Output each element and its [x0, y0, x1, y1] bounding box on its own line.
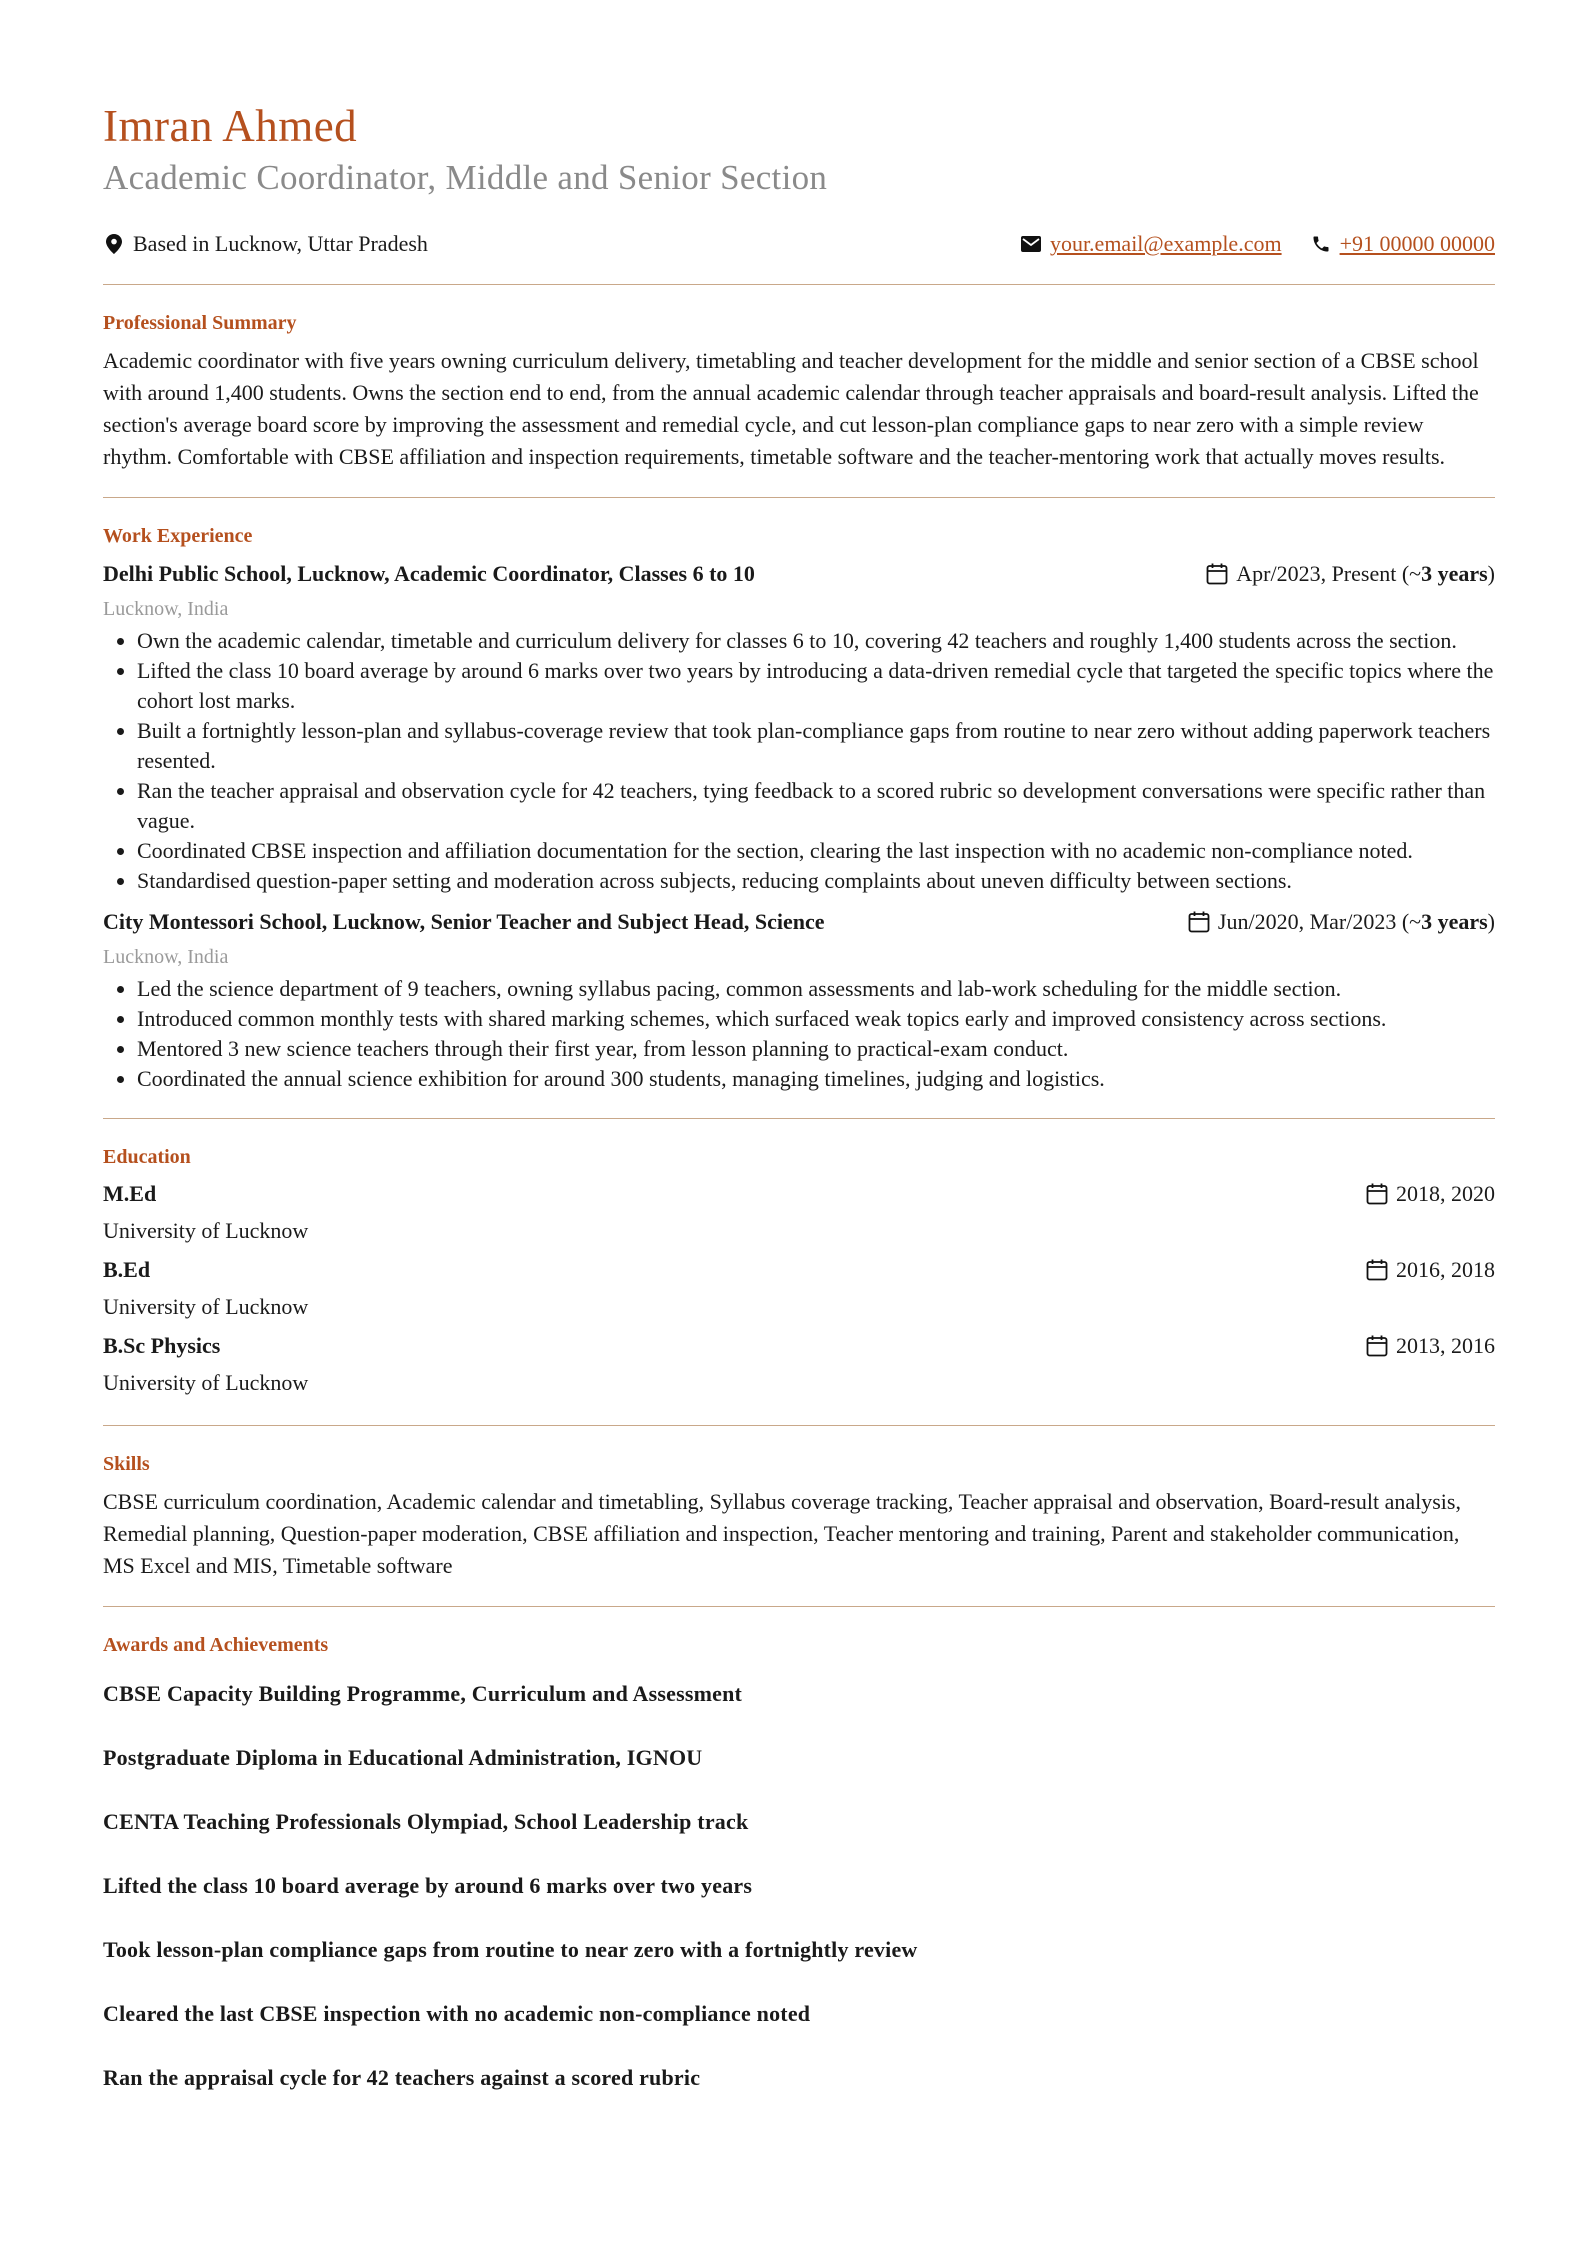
divider [103, 1606, 1495, 1607]
email-link[interactable]: your.email@example.com [1049, 231, 1282, 256]
job-bullet: • Lifted the class 10 board average by around 6 marks over two years by introducing a data-driven remedial cycle that targeted the specific topics where the cohort lost marks. [137, 656, 1495, 716]
summary-text: Academic coordinator with five years owning curriculum delivery, timetabling and teacher development for the middle and senior section of a CBSE school with around 1,400 students. Owns the section end to end, from the annual academic calendar through teacher appraisals and board-result analysis. Lifted the section's average board score by improving the assessment and remedial cycle, and cut lesson-plan compliance gaps to near zero with a simple review rhythm. Comfortable with CBSE affiliation and inspection requirements, timetable software and the teacher-mentoring work that actually moves results. [103, 348, 1479, 469]
education-heading: Education [103, 1146, 191, 1168]
education-dates [1366, 1175, 1495, 1213]
awards-list [103, 1679, 1495, 2093]
resume-content [103, 96, 1495, 2093]
skills-text: CBSE curriculum coordination, Academic calendar and timetabling, Syllabus coverage tracking, Teacher appraisal and observation, Board-result analysis, Remedial planning, Question-paper moderation, CBSE affiliation and inspection, Teacher mentoring and training, Parent and stakeholder communication, MS Excel and MIS, Timetable software [103, 1489, 1461, 1578]
calendar-icon [1366, 1335, 1388, 1357]
education-header [103, 1175, 1495, 1213]
contact-links [1020, 226, 1495, 262]
job-entry [103, 556, 1495, 896]
job-bullets [103, 974, 1495, 1094]
experience-section [103, 522, 1495, 1094]
summary-heading: Professional Summary [103, 312, 297, 334]
job-bullet: • Own the academic calendar, timetable and curriculum delivery for classes 6 to 10, covering 42 teachers and roughly 1,400 students across the section. [137, 626, 1495, 656]
education-dates [1366, 1327, 1495, 1365]
job-date-close: ) [1487, 561, 1495, 586]
divider [103, 284, 1495, 285]
job-bullet: • Built a fortnightly lesson-plan and syllabus-coverage review that took plan-compliance gaps from routine to near zero without adding paperwork teachers resented. [137, 716, 1495, 776]
award-item: Postgraduate Diploma in Educational Administration, IGNOU [103, 1745, 703, 1770]
award-item: CENTA Teaching Professionals Olympiad, School Leadership track [103, 1809, 749, 1834]
job-bullet: • Introduced common monthly tests with shared marking schemes, which surfaced weak topics early and improved consistency across sections. [137, 1004, 1495, 1034]
awards-section [103, 1631, 1495, 2093]
education-date-range: 2016, 2018 [1396, 1257, 1495, 1282]
education-date-range: 2013, 2016 [1396, 1333, 1495, 1358]
education-entry [103, 1327, 1495, 1401]
degree: M.Ed [103, 1181, 157, 1206]
job-entry [103, 904, 1495, 1094]
job-bullet: • Coordinated the annual science exhibition for around 300 students, managing timelines, judging and logistics. [137, 1064, 1495, 1094]
calendar-icon [1188, 911, 1210, 933]
degree: B.Sc Physics [103, 1333, 221, 1358]
job-duration: 3 years [1421, 909, 1488, 934]
skills-heading: Skills [103, 1453, 150, 1475]
divider [103, 1425, 1495, 1426]
education-entry [103, 1175, 1495, 1249]
candidate-name: Imran Ahmed [103, 101, 358, 151]
divider [103, 497, 1495, 498]
skills-section [103, 1450, 1495, 1582]
job-location: Lucknow, India [103, 946, 229, 968]
school-name: University of Lucknow [103, 1370, 309, 1395]
candidate-title: Academic Coordinator, Middle and Senior Section [103, 158, 828, 197]
job-bullet: • Mentored 3 new science teachers through their first year, from lesson planning to practical-exam conduct. [137, 1034, 1495, 1064]
award-item: Ran the appraisal cycle for 42 teachers against a scored rubric [103, 2065, 701, 2090]
summary-section [103, 309, 1495, 473]
calendar-icon [1366, 1183, 1388, 1205]
calendar-icon [1366, 1259, 1388, 1281]
phone-icon [1310, 233, 1332, 255]
awards-heading: Awards and Achievements [103, 1634, 329, 1656]
degree: B.Ed [103, 1257, 151, 1282]
experience-heading: Work Experience [103, 525, 253, 547]
education-section [103, 1143, 1495, 1401]
job-date-close: ) [1487, 909, 1495, 934]
school-name: University of Lucknow [103, 1294, 309, 1319]
location-info [103, 226, 428, 262]
job-bullet: • Standardised question-paper setting and moderation across subjects, reducing complaints about uneven difficulty between sections. [137, 866, 1495, 896]
location-text: Based in Lucknow, Uttar Pradesh [133, 231, 428, 256]
job-location: Lucknow, India [103, 598, 229, 620]
school-name: University of Lucknow [103, 1218, 309, 1243]
education-entry [103, 1251, 1495, 1325]
job-bullet: • Coordinated CBSE inspection and affiliation documentation for the section, clearing the last inspection with no academic non-compliance noted. [137, 836, 1495, 866]
job-duration: 3 years [1421, 561, 1488, 586]
job-date-range: Jun/2020, Mar/2023 (~ [1217, 909, 1422, 934]
contact-row [103, 226, 1495, 262]
award-item: Lifted the class 10 board average by around 6 marks over two years [103, 1873, 753, 1898]
education-date-range: 2018, 2020 [1396, 1181, 1495, 1206]
award-item: CBSE Capacity Building Programme, Curriculum and Assessment [103, 1681, 743, 1706]
education-header [103, 1327, 1495, 1365]
job-dates [1188, 904, 1495, 940]
calendar-icon [1206, 563, 1228, 585]
job-date-range: Apr/2023, Present (~ [1236, 561, 1422, 586]
job-title: City Montessori School, Lucknow, Senior Teacher and Subject Head, Science [103, 909, 825, 934]
award-item: Cleared the last CBSE inspection with no academic non-compliance noted [103, 2001, 811, 2026]
phone-link[interactable]: +91 00000 00000 [1339, 231, 1495, 256]
map-pin-icon [103, 233, 125, 255]
education-dates [1366, 1251, 1495, 1289]
divider [103, 1118, 1495, 1119]
award-item: Took lesson-plan compliance gaps from routine to near zero with a fortnightly review [103, 1937, 918, 1962]
job-bullets [103, 626, 1495, 896]
education-header [103, 1251, 1495, 1289]
job-header [103, 556, 1495, 592]
envelope-icon [1020, 233, 1042, 255]
job-header [103, 904, 1495, 940]
job-bullet: • Led the science department of 9 teachers, owning syllabus pacing, common assessments and lab-work scheduling for the middle section. [137, 974, 1495, 1004]
job-bullet: • Ran the teacher appraisal and observation cycle for 42 teachers, tying feedback to a scored rubric so development conversations were specific rather than vague. [137, 776, 1495, 836]
job-dates [1206, 556, 1495, 592]
job-title: Delhi Public School, Lucknow, Academic Coordinator, Classes 6 to 10 [103, 561, 755, 586]
